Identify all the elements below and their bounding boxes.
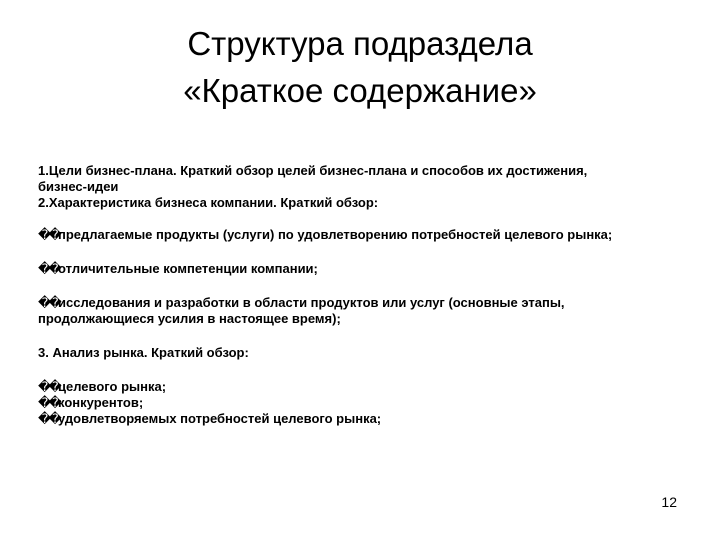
page-number: 12 <box>661 494 677 510</box>
slide-title-line-2: «Краткое содержание» <box>183 72 537 109</box>
section-3-bullet-3 <box>38 411 698 427</box>
bullet-glyph: �� <box>38 411 59 426</box>
section-1-line-1: 1.Цели бизнес-плана. Краткий обзор целей бизнес-плана и способов их достижения, <box>38 163 588 178</box>
section-2-heading: 2.Характеристика бизнеса компании. Краткий обзор: <box>38 195 379 210</box>
slide-body <box>38 163 698 427</box>
bullet-glyph: �� <box>38 295 59 310</box>
bullet-glyph: �� <box>38 227 59 242</box>
section-2-bullet-2 <box>38 261 698 277</box>
slide-title <box>0 20 720 114</box>
section-3-heading: 3. Анализ рынка. Краткий обзор: <box>38 345 249 360</box>
bullet-glyph: �� <box>38 379 59 394</box>
bullet-text: конкурентов; <box>58 395 144 410</box>
bullet-glyph: �� <box>38 261 59 276</box>
bullet-text: целевого рынка; <box>58 379 167 394</box>
section-2-bullet-1 <box>38 227 698 243</box>
section-3-bullet-2 <box>38 395 698 411</box>
section-3-bullet-1 <box>38 379 698 395</box>
bullet-text: предлагаемые продукты (услуги) по удовлетворению потребностей целевого рынка; <box>58 227 613 242</box>
bullet-text: отличительные компетенции компании; <box>58 261 318 276</box>
slide-title-line-1: Структура подраздела <box>187 25 533 62</box>
bullet-glyph: �� <box>38 395 59 410</box>
section-1-line-2: бизнес-идеи <box>38 179 119 194</box>
section-2-bullet-3-continuation: продолжающиеся усилия в настоящее время); <box>38 311 341 326</box>
bullet-text: удовлетворяемых потребностей целевого рынка; <box>58 411 382 426</box>
bullet-text: исследования и разработки в области продуктов или услуг (основные этапы, <box>58 295 565 310</box>
section-2-bullet-3 <box>38 295 698 311</box>
